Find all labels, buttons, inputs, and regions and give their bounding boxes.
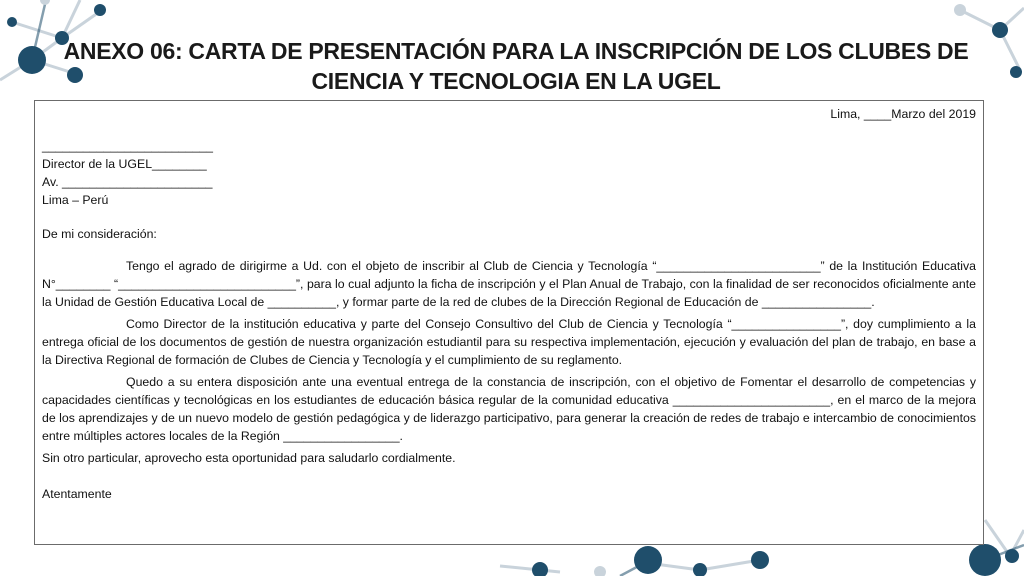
salutation: De mi consideración: [42, 227, 157, 241]
page-title-line-2: CIENCIA Y TECNOLOGIA EN LA UGEL [311, 68, 721, 94]
recipient-address [42, 137, 976, 209]
body-paragraph-2: Como Director de la institución educativa y parte del Consejo Consultivo del Club de Ciencia y Tecnología “________________”, doy cumplimiento a la entrega oficial de los documentos de gestión de nuestra organización estudiantil para su respectiva implementación, ejecución y evaluación del plan de trabajo, en base a la Directiva Regional de formación de Clubes de Ciencia y Tecnología y el cumplimiento de su reglamento. [42, 317, 976, 367]
sign-off: Atentamente [42, 487, 112, 501]
page-title-line-1: ANEXO 06: CARTA DE PRESENTACIÓN PARA LA INSCRIPCIÓN DE LOS CLUBES DE [63, 38, 969, 64]
page-title [60, 36, 972, 96]
address-line: Director de la UGEL________ [42, 157, 207, 171]
letter-document [34, 100, 984, 545]
address-line: Av. ______________________ [42, 175, 213, 189]
closing-sentence: Sin otro particular, aprovecho esta oportunidad para saludarlo cordialmente. [42, 451, 456, 465]
body-paragraph-1: Tengo el agrado de dirigirme a Ud. con el objeto de inscribir al Club de Ciencia y Tecnología “________________________” de la Institución Educativa N°________ “__________________________”, para lo cual adjunto la ficha de inscripción y el Plan Anual de Trabajo, con la finalidad de ser reconocidos oficialmente ante la Unidad de Gestión Educativa Local de __________, y formar parte de la red de clubes de la Dirección Regional de Educación de ________________. [42, 259, 976, 309]
address-line: _________________________ [42, 139, 213, 153]
body-paragraph-3: Quedo a su entera disposición ante una eventual entrega de la constancia de inscripción, con el objetivo de Fomentar el desarrollo de competencias y capacidades científicas y tecnológicas en los estudiantes de educación básica regular de la comunidad educativa _______________________, en el marco de la mejora de los aprendizajes y de un nuevo modelo de gestión pedagógica y de liderazgo participativo, para generar la creación de redes de trabajo e intercambio de conocimientos entre múltiples actores locales de la Región _________________. [42, 375, 976, 443]
letter-date: Lima, ____Marzo del 2019 [830, 107, 976, 121]
address-line: Lima – Perú [42, 193, 109, 207]
